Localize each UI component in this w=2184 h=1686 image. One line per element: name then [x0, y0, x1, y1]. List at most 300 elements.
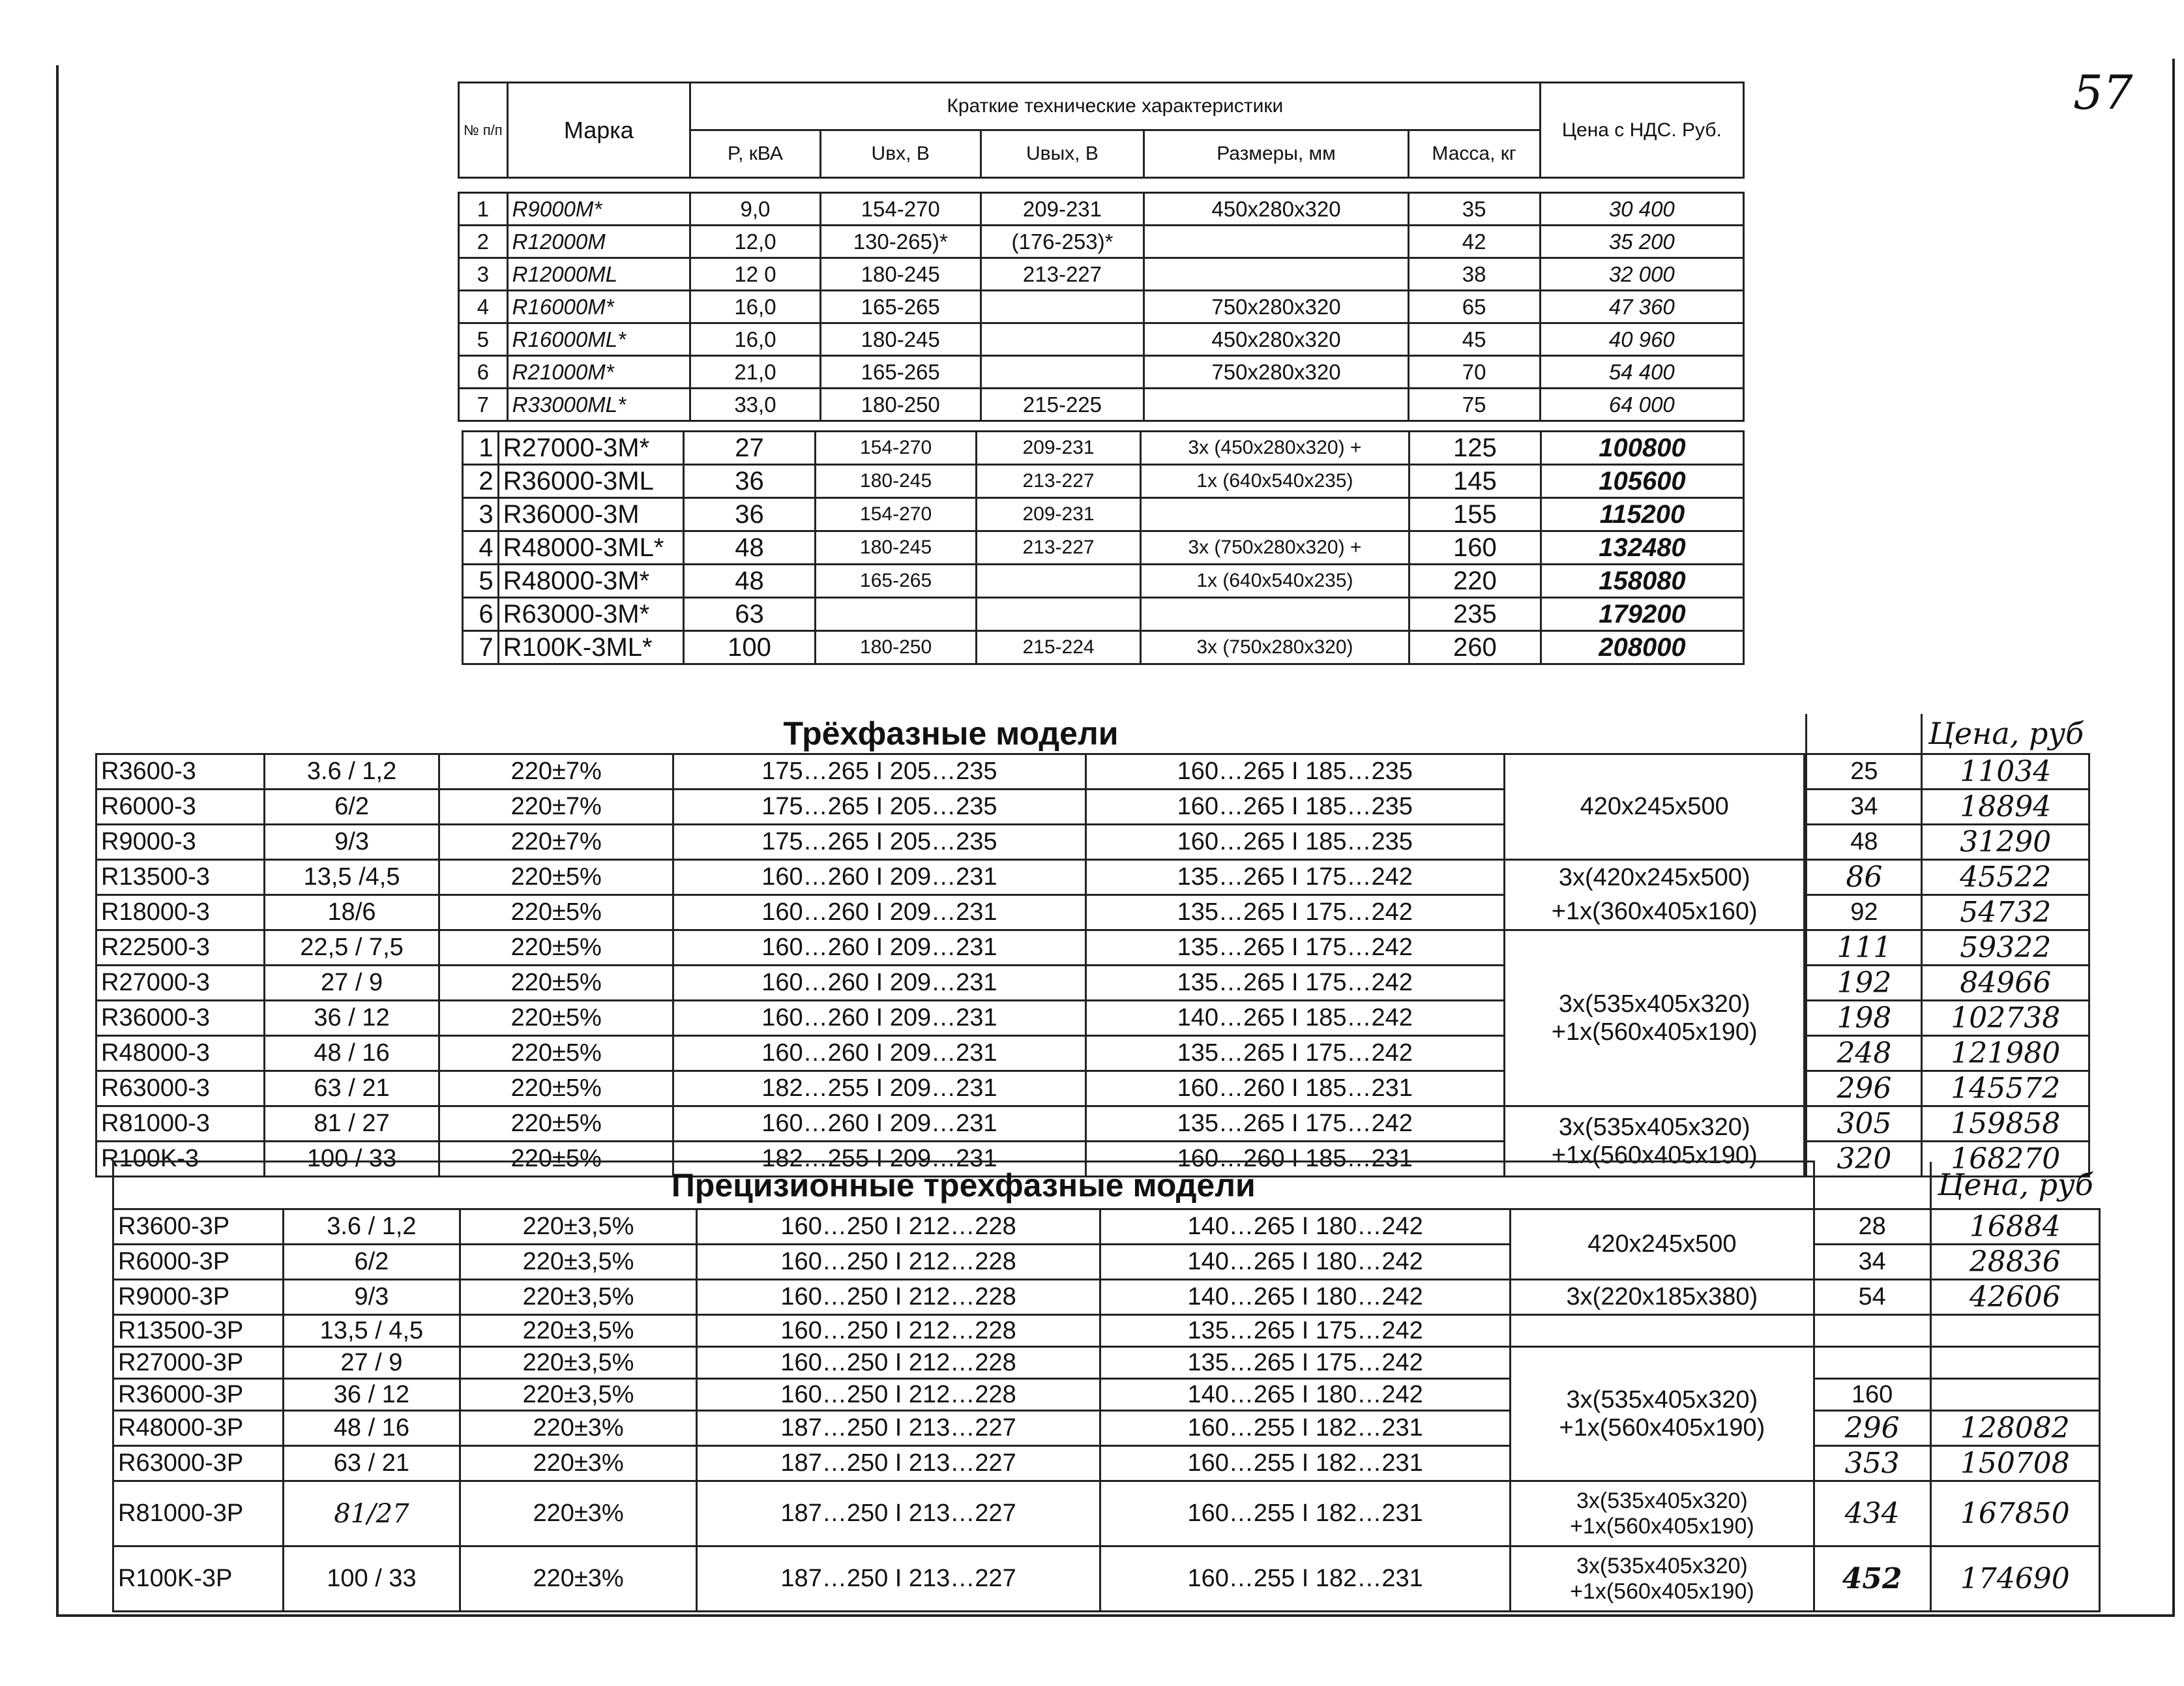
- row-mark: R33000ML*: [507, 389, 690, 421]
- row-price: 158080: [1541, 565, 1743, 598]
- row-price: 179200: [1541, 598, 1743, 631]
- row-range1: 160…250 I 212…228: [697, 1315, 1100, 1347]
- row-mass: 434: [1814, 1481, 1930, 1546]
- row-price: 102738: [1922, 1001, 2089, 1036]
- row-power: 81 / 27: [264, 1106, 439, 1142]
- row-uin: 180-250: [816, 631, 977, 664]
- row-mark: R27000-3M*: [498, 432, 683, 465]
- row-no: 2: [463, 465, 499, 498]
- table-row: [463, 565, 1744, 598]
- row-mark: R12000ML: [507, 258, 690, 291]
- row-mark: R36000-3M: [498, 498, 683, 531]
- row-range2: 160…265 I 185…235: [1085, 790, 1504, 825]
- row-mark: R27000-3: [96, 966, 265, 1001]
- row-range1: 160…260 I 209…231: [673, 895, 1085, 930]
- row-range1: 160…260 I 209…231: [673, 1001, 1085, 1036]
- row-price: 132480: [1541, 531, 1743, 565]
- row-power: 9,0: [690, 193, 821, 226]
- row-uout: 220±3%: [460, 1481, 696, 1546]
- row-power: 36 / 12: [264, 1001, 439, 1036]
- table-row: [463, 498, 1744, 531]
- row-power: 48: [684, 531, 816, 565]
- row-mass: 65: [1408, 291, 1540, 323]
- row-uout: [981, 356, 1144, 389]
- row-uout: 220±3,5%: [460, 1379, 696, 1411]
- row-power: 6/2: [283, 1245, 460, 1280]
- row-mass: 353: [1814, 1446, 1930, 1481]
- row-dims: [1144, 258, 1408, 291]
- row-range2: 135…265 I 175…242: [1085, 895, 1504, 930]
- row-power: 36: [684, 465, 816, 498]
- row-mark: R48000-3M*: [498, 565, 683, 598]
- row-range1: 160…260 I 209…231: [673, 966, 1085, 1001]
- row-uout: 209-231: [981, 193, 1144, 226]
- row-mass: 70: [1408, 356, 1540, 389]
- row-price: 47 360: [1540, 291, 1743, 323]
- row-mark: R3600-3: [96, 754, 265, 790]
- row-power: 100 / 33: [264, 1142, 439, 1177]
- row-power: 100 / 33: [283, 1546, 460, 1612]
- row-mark: R36000-3ML: [498, 465, 683, 498]
- row-mass: 48: [1807, 825, 1922, 860]
- table-row: [96, 1106, 2089, 1142]
- row-mark: R63000-3M*: [498, 598, 683, 631]
- row-mark: R12000M: [507, 226, 690, 258]
- row-uout: 220±3%: [460, 1546, 696, 1612]
- table-row: [463, 531, 1744, 565]
- row-price: 128082: [1930, 1411, 2099, 1446]
- row-mark: R63000-3P: [113, 1446, 284, 1481]
- row-mass: [1814, 1347, 1930, 1379]
- row-power: 81/27: [283, 1481, 460, 1546]
- table-row: [96, 860, 2089, 895]
- row-range2: 160…265 I 185…235: [1085, 754, 1504, 790]
- row-power: 6/2: [264, 790, 439, 825]
- table-row: [463, 631, 1744, 664]
- row-range2: 160…255 I 182…231: [1100, 1481, 1511, 1546]
- dims-line1: 3x(535x405x320): [1576, 1488, 1748, 1513]
- row-mass: 260: [1409, 631, 1541, 664]
- row-range1: 160…250 I 212…228: [697, 1280, 1100, 1315]
- table-row: [459, 323, 1744, 356]
- row-power: 27 / 9: [283, 1347, 460, 1379]
- row-uin: [816, 598, 977, 631]
- row-price: 100800: [1541, 432, 1743, 465]
- table-row: [113, 1546, 2100, 1612]
- row-no: 6: [459, 356, 508, 389]
- row-price: 174690: [1930, 1546, 2099, 1612]
- row-uout: 220±3%: [460, 1446, 696, 1481]
- row-mark: R100K-3: [96, 1142, 265, 1177]
- row-price: [1930, 1347, 2099, 1379]
- row-dims: 1x (640x540x235): [1141, 465, 1409, 498]
- dims-line1: 3x(535x405x320): [1576, 1553, 1748, 1578]
- row-power: 16,0: [690, 323, 821, 356]
- bottom-margin-line: [59, 1614, 2174, 1617]
- row-mass: 160: [1409, 531, 1541, 565]
- row-power: 27: [684, 432, 816, 465]
- row-uout: 220±5%: [439, 1001, 673, 1036]
- row-price: 167850: [1930, 1481, 2099, 1546]
- row-mass: 235: [1409, 598, 1541, 631]
- row-range2: 135…265 I 175…242: [1100, 1315, 1511, 1347]
- table-row: [96, 930, 2089, 966]
- row-mark: R18000-3: [96, 895, 265, 930]
- row-power: 16,0: [690, 291, 821, 323]
- row-price: 42606: [1930, 1280, 2099, 1315]
- row-uout: 220±5%: [439, 1106, 673, 1142]
- row-mass: 34: [1814, 1245, 1930, 1280]
- row-dims: [1141, 598, 1409, 631]
- row-mass: 111: [1807, 930, 1922, 966]
- row-dims: [1144, 226, 1408, 258]
- row-dims: 3x (750x280x320): [1141, 631, 1409, 664]
- row-uout: 220±3,5%: [460, 1245, 696, 1280]
- row-uout: 220±3,5%: [460, 1280, 696, 1315]
- row-mass: 296: [1814, 1411, 1930, 1446]
- row-power: 100: [684, 631, 816, 664]
- row-mass: 38: [1408, 258, 1540, 291]
- row-price: 159858: [1922, 1106, 2089, 1142]
- row-dims: 1x (640x540x235): [1141, 565, 1409, 598]
- row-mark: R9000-3P: [113, 1280, 284, 1315]
- row-price: 121980: [1922, 1036, 2089, 1071]
- row-mark: R27000-3P: [113, 1347, 284, 1379]
- row-dims: 3x (450x280x320) +: [1141, 432, 1409, 465]
- row-power: 22,5 / 7,5: [264, 930, 439, 966]
- row-price: 32 000: [1540, 258, 1743, 291]
- row-uout: 215-224: [977, 631, 1141, 664]
- row-price: 18894: [1922, 790, 2089, 825]
- row-mark: R81000-3: [96, 1106, 265, 1142]
- row-uin: 154-270: [816, 498, 977, 531]
- row-range2: 160…255 I 182…231: [1100, 1446, 1511, 1481]
- row-uout: 220±7%: [439, 790, 673, 825]
- row-power: 63: [684, 598, 816, 631]
- row-dims: [1144, 389, 1408, 421]
- row-uin: 180-245: [816, 531, 977, 565]
- row-uout: 220±3%: [460, 1411, 696, 1446]
- row-uout: 220±3,5%: [460, 1347, 696, 1379]
- row-dims: [1511, 1481, 1814, 1546]
- dims-line1: 3x(535x405x320): [1566, 1385, 1758, 1413]
- row-power: 9/3: [283, 1280, 460, 1315]
- row-range2: 140…265 I 180…242: [1100, 1379, 1511, 1411]
- row-price: 84966: [1922, 966, 2089, 1001]
- row-mark: R48000-3: [96, 1036, 265, 1071]
- row-mass: 155: [1409, 498, 1541, 531]
- row-dims: [1141, 498, 1409, 531]
- row-uin: 130-265)*: [820, 226, 981, 258]
- row-range1: 160…250 I 212…228: [697, 1379, 1100, 1411]
- row-price: 31290: [1922, 825, 2089, 860]
- header-uin: Uвх, В: [820, 130, 981, 178]
- row-mark: R100K-3ML*: [498, 631, 683, 664]
- row-mark: R9000M*: [507, 193, 690, 226]
- row-price: 168270: [1922, 1142, 2089, 1177]
- row-uout: 220±3,5%: [460, 1315, 696, 1347]
- row-uout: 213-227: [977, 531, 1141, 565]
- table-row: [459, 258, 1744, 291]
- row-price: [1930, 1315, 2099, 1347]
- row-range1: 160…260 I 209…231: [673, 1106, 1085, 1142]
- row-power: 13,5 /4,5: [264, 860, 439, 895]
- row-dims: [1505, 930, 1805, 1106]
- row-mark: R63000-3: [96, 1071, 265, 1106]
- row-range2: 160…260 I 185…231: [1085, 1071, 1504, 1106]
- precision-models-table: [112, 1161, 2101, 1612]
- row-no: 5: [463, 565, 499, 598]
- row-range2: 135…265 I 175…242: [1085, 860, 1504, 895]
- row-uout: 220±5%: [439, 966, 673, 1001]
- row-mark: R100K-3P: [113, 1546, 284, 1612]
- row-no: 4: [459, 291, 508, 323]
- row-price: 35 200: [1540, 226, 1743, 258]
- row-dims: [1511, 1347, 1814, 1481]
- row-power: 21,0: [690, 356, 821, 389]
- single-phase-table: [458, 81, 1745, 422]
- table-row: [96, 895, 2089, 930]
- row-mass: 160: [1814, 1379, 1930, 1411]
- row-uout: [977, 598, 1141, 631]
- row-dims: 3x(420x245x500): [1505, 860, 1805, 895]
- header-dims: Размеры, мм: [1144, 130, 1408, 178]
- header-uout: Uвых, В: [981, 130, 1144, 178]
- dims-line2: +1x(560x405x190): [1551, 1018, 1758, 1046]
- row-uin: 180-245: [820, 258, 981, 291]
- row-mark: R22500-3: [96, 930, 265, 966]
- row-uin: 165-265: [820, 356, 981, 389]
- row-power: 9/3: [264, 825, 439, 860]
- row-mass: 75: [1408, 389, 1540, 421]
- row-uin: 154-270: [820, 193, 981, 226]
- row-price: 59322: [1922, 930, 2089, 966]
- row-mark: R16000ML*: [507, 323, 690, 356]
- row-mass: 125: [1409, 432, 1541, 465]
- row-mass: 220: [1409, 565, 1541, 598]
- row-price: 54 400: [1540, 356, 1743, 389]
- row-dims: 3x(220x185x380): [1511, 1280, 1814, 1315]
- row-uout: 220±7%: [439, 825, 673, 860]
- row-mass: 25: [1807, 754, 1922, 790]
- row-price: 45522: [1922, 860, 2089, 895]
- row-range2: 160…255 I 182…231: [1100, 1411, 1511, 1446]
- row-power: 63 / 21: [283, 1446, 460, 1481]
- row-range1: 160…260 I 209…231: [673, 930, 1085, 966]
- table-row: [113, 1280, 2100, 1315]
- row-range2: 135…265 I 175…242: [1085, 930, 1504, 966]
- row-power: 36 / 12: [283, 1379, 460, 1411]
- row-mass: 28: [1814, 1209, 1930, 1245]
- row-no: 1: [459, 193, 508, 226]
- dims-line1: 3x(535x405x320): [1558, 1113, 1750, 1141]
- row-uin: 165-265: [820, 291, 981, 323]
- row-range2: 140…265 I 180…242: [1100, 1245, 1511, 1280]
- row-mark: R6000-3P: [113, 1245, 284, 1280]
- row-uout: 220±7%: [439, 754, 673, 790]
- row-uin: 165-265: [816, 565, 977, 598]
- row-range2: 135…265 I 175…242: [1100, 1347, 1511, 1379]
- row-price: 145572: [1922, 1071, 2089, 1106]
- row-uout: 220±3,5%: [460, 1209, 696, 1245]
- table-row: [463, 598, 1744, 631]
- header-mass: Масса, кг: [1408, 130, 1540, 178]
- row-range2: 160…255 I 182…231: [1100, 1546, 1511, 1612]
- row-range1: 160…250 I 212…228: [697, 1245, 1100, 1280]
- row-mass: 296: [1807, 1071, 1922, 1106]
- row-power: 18/6: [264, 895, 439, 930]
- row-uout: 220±5%: [439, 1071, 673, 1106]
- row-uout: 220±5%: [439, 930, 673, 966]
- row-uout: [981, 291, 1144, 323]
- row-power: 48 / 16: [283, 1411, 460, 1446]
- row-power: 12 0: [690, 258, 821, 291]
- row-dims: 450x280x320: [1144, 193, 1408, 226]
- row-no: 1: [463, 432, 499, 465]
- header-price: Цена с НДС. Руб.: [1540, 83, 1743, 178]
- row-range1: 175…265 I 205…235: [673, 790, 1085, 825]
- row-power: 48 / 16: [264, 1036, 439, 1071]
- table-row: [459, 226, 1744, 258]
- row-range2: 135…265 I 175…242: [1085, 966, 1504, 1001]
- left-margin-line: [56, 65, 59, 1617]
- row-mark: R16000M*: [507, 291, 690, 323]
- row-power: 36: [684, 498, 816, 531]
- row-power: 13,5 / 4,5: [283, 1315, 460, 1347]
- mass-header-blank: [1807, 714, 1922, 754]
- row-dims-empty: [1511, 1315, 1814, 1347]
- row-mark: R36000-3P: [113, 1379, 284, 1411]
- row-uout: 220±5%: [439, 860, 673, 895]
- row-mass: 198: [1807, 1001, 1922, 1036]
- header-mark: Марка: [507, 83, 690, 178]
- row-range2: 160…260 I 185…231: [1085, 1142, 1504, 1177]
- three-phase-models-table: [95, 714, 2090, 1177]
- row-mass: 320: [1807, 1142, 1922, 1177]
- row-uout: 220±5%: [439, 1036, 673, 1071]
- row-range1: 182…255 I 209…231: [673, 1071, 1085, 1106]
- row-range1: 182…255 I 209…231: [673, 1142, 1085, 1177]
- header-power: P, кВА: [690, 130, 821, 178]
- row-dims: 750x280x320: [1144, 356, 1408, 389]
- row-uout: 209-231: [977, 432, 1141, 465]
- row-price: 208000: [1541, 631, 1743, 664]
- row-no: 5: [459, 323, 508, 356]
- table-row: [459, 193, 1744, 226]
- row-dims: 450x280x320: [1144, 323, 1408, 356]
- row-uout: (176-253)*: [981, 226, 1144, 258]
- table-row: [463, 465, 1744, 498]
- table-row: [113, 1209, 2100, 1245]
- row-dims: +1x(360x405x160): [1505, 895, 1805, 930]
- row-dims: 3x (750x280x320) +: [1141, 531, 1409, 565]
- row-mass: 192: [1807, 966, 1922, 1001]
- row-range1: 175…265 I 205…235: [673, 754, 1085, 790]
- right-margin-line: [2172, 59, 2175, 1617]
- row-mark: R9000-3: [96, 825, 265, 860]
- row-no: 2: [459, 226, 508, 258]
- row-price: 115200: [1541, 498, 1743, 531]
- row-mass: 305: [1807, 1106, 1922, 1142]
- row-price: 54732: [1922, 895, 2089, 930]
- row-price: 64 000: [1540, 389, 1743, 421]
- row-mark: R13500-3P: [113, 1315, 284, 1347]
- row-price: [1930, 1379, 2099, 1411]
- row-mark: R21000M*: [507, 356, 690, 389]
- row-price: 28836: [1930, 1245, 2099, 1280]
- row-uin: 180-245: [820, 323, 981, 356]
- row-mass: 54: [1814, 1280, 1930, 1315]
- mass-header-blank: [1814, 1162, 1930, 1209]
- table-row: [113, 1481, 2100, 1546]
- table-row: [113, 1347, 2100, 1379]
- row-power: 3.6 / 1,2: [264, 754, 439, 790]
- row-range1: 160…250 I 212…228: [697, 1209, 1100, 1245]
- section-title: Трёхфазные модели: [96, 714, 1807, 754]
- row-mass: [1814, 1315, 1930, 1347]
- section-title: Прецизионные трехфазные модели: [113, 1162, 1814, 1209]
- row-range2: 140…265 I 185…242: [1085, 1001, 1504, 1036]
- row-range2: 135…265 I 175…242: [1085, 1036, 1504, 1071]
- row-no: 3: [459, 258, 508, 291]
- row-mark: R81000-3P: [113, 1481, 284, 1546]
- row-uin: 180-250: [820, 389, 981, 421]
- row-dims: 420x245x500: [1505, 754, 1805, 860]
- row-range2: 135…265 I 175…242: [1085, 1106, 1504, 1142]
- row-no: 3: [463, 498, 499, 531]
- table-row: [96, 754, 2089, 790]
- row-price: 11034: [1922, 754, 2089, 790]
- row-mass: 35: [1408, 193, 1540, 226]
- dims-line2: +1x(560x405x190): [1570, 1578, 1754, 1604]
- row-mark: R3600-3P: [113, 1209, 284, 1245]
- row-range2: 140…265 I 180…242: [1100, 1280, 1511, 1315]
- row-power: 3.6 / 1,2: [283, 1209, 460, 1245]
- header-no: № п/п: [459, 83, 508, 178]
- row-no: 4: [463, 531, 499, 565]
- page-number: 57: [2073, 65, 2133, 120]
- row-range1: 187…250 I 213…227: [697, 1481, 1100, 1546]
- row-uout: 220±5%: [439, 1142, 673, 1177]
- row-mass: 45: [1408, 323, 1540, 356]
- row-power: 48: [684, 565, 816, 598]
- row-mass: 86: [1807, 860, 1922, 895]
- dims-line1: 3x(535x405x320): [1558, 990, 1750, 1018]
- table-row: [463, 432, 1744, 465]
- row-mass: 248: [1807, 1036, 1922, 1071]
- row-uout: [981, 323, 1144, 356]
- row-price: 105600: [1541, 465, 1743, 498]
- row-mark: R13500-3: [96, 860, 265, 895]
- price-header: Цена, руб: [1930, 1162, 2099, 1209]
- row-price: 150708: [1930, 1446, 2099, 1481]
- row-dims: 420x245x500: [1511, 1209, 1814, 1280]
- dims-line2: +1x(560x405x190): [1570, 1513, 1754, 1539]
- row-power: 63 / 21: [264, 1071, 439, 1106]
- table-row: [459, 291, 1744, 323]
- row-mark: R48000-3P: [113, 1411, 284, 1446]
- row-price: 30 400: [1540, 193, 1743, 226]
- row-range1: 160…260 I 209…231: [673, 860, 1085, 895]
- row-uout: 209-231: [977, 498, 1141, 531]
- header-group: Краткие технические характеристики: [690, 83, 1541, 130]
- three-phase-m-table: [462, 430, 1745, 665]
- row-range2: 140…265 I 180…242: [1100, 1209, 1511, 1245]
- table-row: [459, 389, 1744, 421]
- row-uin: 154-270: [816, 432, 977, 465]
- row-no: 6: [463, 598, 499, 631]
- row-price: 40 960: [1540, 323, 1743, 356]
